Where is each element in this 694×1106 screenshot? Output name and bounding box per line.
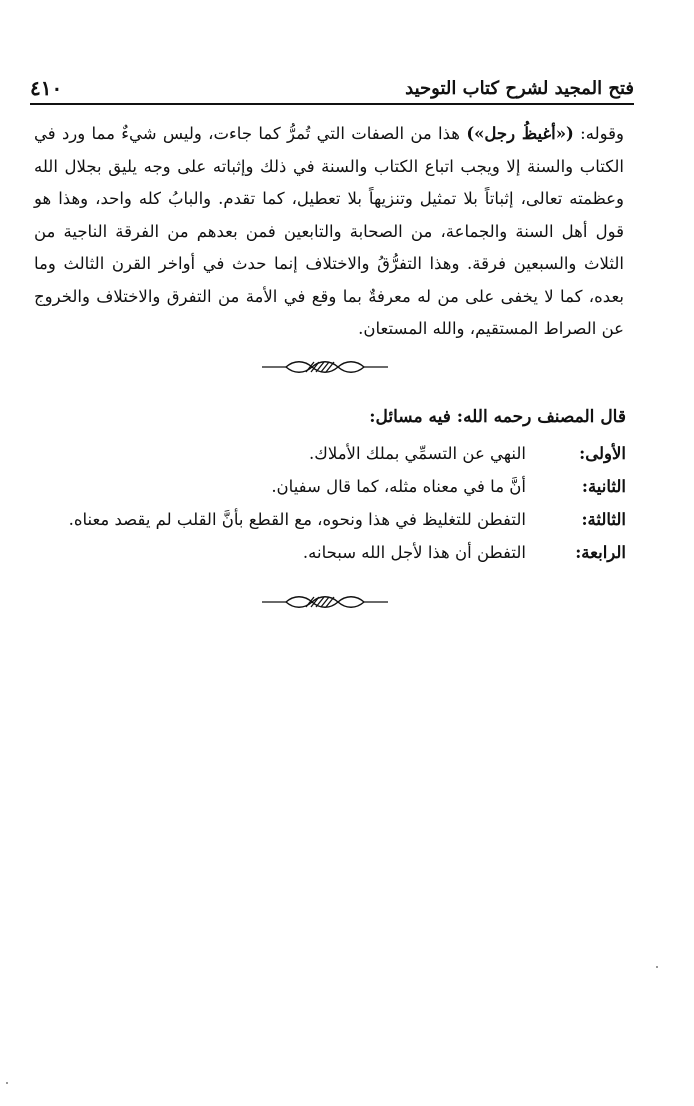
header-rule (30, 103, 634, 105)
page-number: ٤١٠ (30, 76, 63, 100)
issue-item (30, 536, 626, 569)
section-divider-ornament (260, 356, 390, 378)
issue-text: التفطن أن هذا لأجل الله سبحانه. (302, 543, 526, 562)
issue-label: الأولى: (579, 444, 626, 463)
issue-label: الثالثة: (581, 510, 626, 529)
scan-speck (6, 1082, 8, 1084)
issue-item (30, 503, 626, 536)
issues-heading: قال المصنف رحمه الله: فيه مسائل: (369, 407, 626, 427)
issue-text: التفطن للتغليظ في هذا ونحوه، مع القطع بأنَّ القلب لم يقصد معناه. (68, 510, 526, 529)
end-divider-ornament (260, 591, 390, 613)
issue-label: الثانية: (581, 477, 626, 496)
commentary-paragraph (34, 118, 624, 346)
running-title: فتح المجيد لشرح كتاب التوحيد (405, 78, 634, 99)
scan-speck (656, 966, 658, 968)
quoted-phrase: («أغيظُ رجل») (466, 124, 574, 143)
issue-label: الرابعة: (575, 543, 626, 562)
issues-list (30, 437, 626, 569)
paragraph-body: هذا من الصفات التي تُمرُّ كما جاءت، وليس شيءٌ مما ورد في الكتاب والسنة إلا ويجب اتباع الكتاب والسنة في ذلك وإثباته على وجه يليق بجلال الله وعظمته تعالى، إثباتاً بلا تمثيل وتنزيهاً بلا تعطيل، كما تقدم. والبابُ كله واحد، وهذا هو قول أهل السنة والجماعة، من الصحابة والتابعين فمن بعدهم من الفرقة الناجية من الثلاث والسبعين فرقة. وهذا التفرُّقُ والاختلاف إنما حدث في أواخر القرن الثالث وما بعده، كما لا يخفى على من له معرفةٌ بما وقع في الأمة من التفرق والاختلاف والخروج عن الصراط المستقيم، والله المستعان. (34, 124, 624, 338)
issue-item (30, 470, 626, 503)
page-header (30, 62, 634, 98)
issue-text: النهي عن التسمِّي بملك الأملاك. (309, 444, 526, 463)
issue-item (30, 437, 626, 470)
issue-text: أنَّ ما في معناه مثله، كما قال سفيان. (271, 477, 526, 496)
paragraph-lead: وقوله: (573, 124, 624, 143)
